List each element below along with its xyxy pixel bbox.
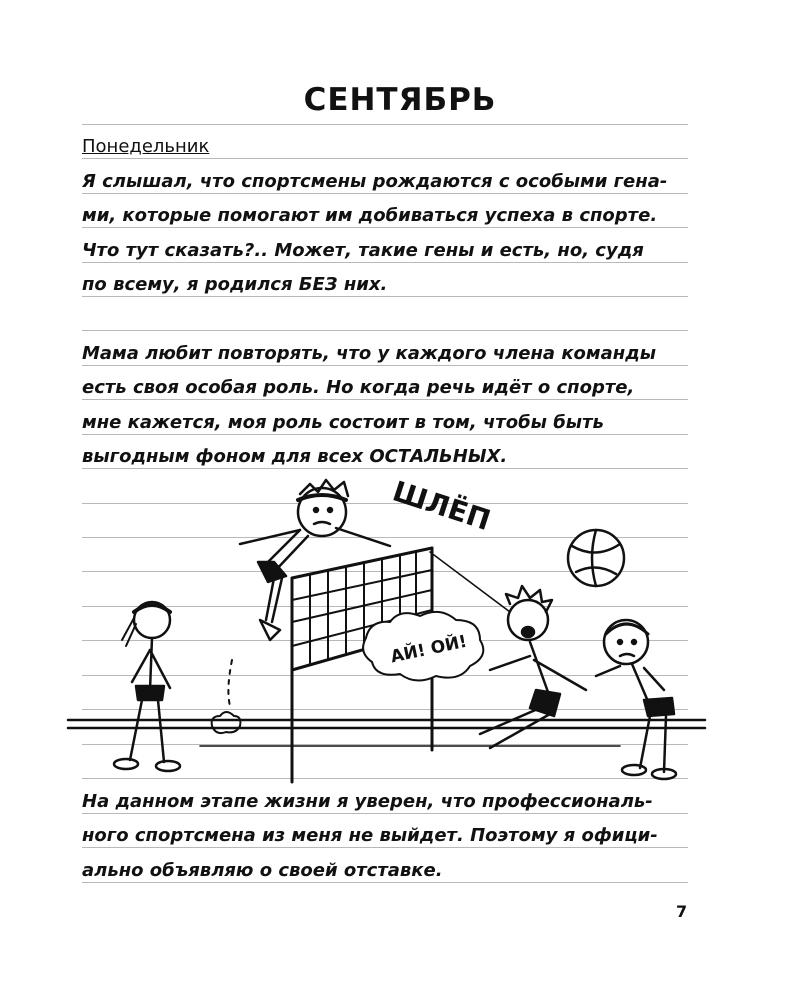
text-line: Что тут сказать?.. Может, такие гены и есть, но, судя [82, 240, 644, 261]
text-line: ного спортсмена из меня не выйдет. Поэтому я офици- [82, 825, 658, 846]
text-line: Я слышал, что спортсмены рождаются с особыми гена- [82, 171, 668, 192]
right-player [596, 620, 676, 779]
text-line: выгодным фоном для всех ОСТАЛЬНЫХ. [82, 446, 508, 467]
volleyball-illustration [60, 470, 710, 790]
text-line: есть своя особая роль. Но когда речь идёт о спорте, [82, 377, 635, 398]
floor-lines [68, 720, 705, 746]
text-line: Мама любит повторять, что у каждого члена команды [82, 343, 657, 364]
dust-puff [212, 660, 241, 733]
text-line: ально объявляю о своей отставке. [82, 860, 443, 881]
entry-day-heading: Понедельник [82, 136, 210, 157]
text-line: На данном этапе жизни я уверен, что профессиональ- [82, 791, 653, 812]
text-line: мне кажется, моя роль состоит в том, чтобы быть [82, 412, 604, 433]
left-player [114, 602, 180, 771]
text-line: ми, которые помогают им добиваться успеха в спорте. [82, 205, 658, 226]
sound-effect-shape [389, 474, 495, 537]
speech-cloud [363, 612, 483, 681]
page-number: 7 [676, 902, 688, 921]
text-line: по всему, я родился БЕЗ них. [82, 274, 388, 295]
sound-effect-text: ШЛЁП [388, 474, 495, 537]
speech-text: АЙ! ОЙ! [388, 631, 469, 668]
page-title: СЕНТЯБРЬ [303, 82, 497, 118]
volleyball-ball [568, 530, 624, 586]
